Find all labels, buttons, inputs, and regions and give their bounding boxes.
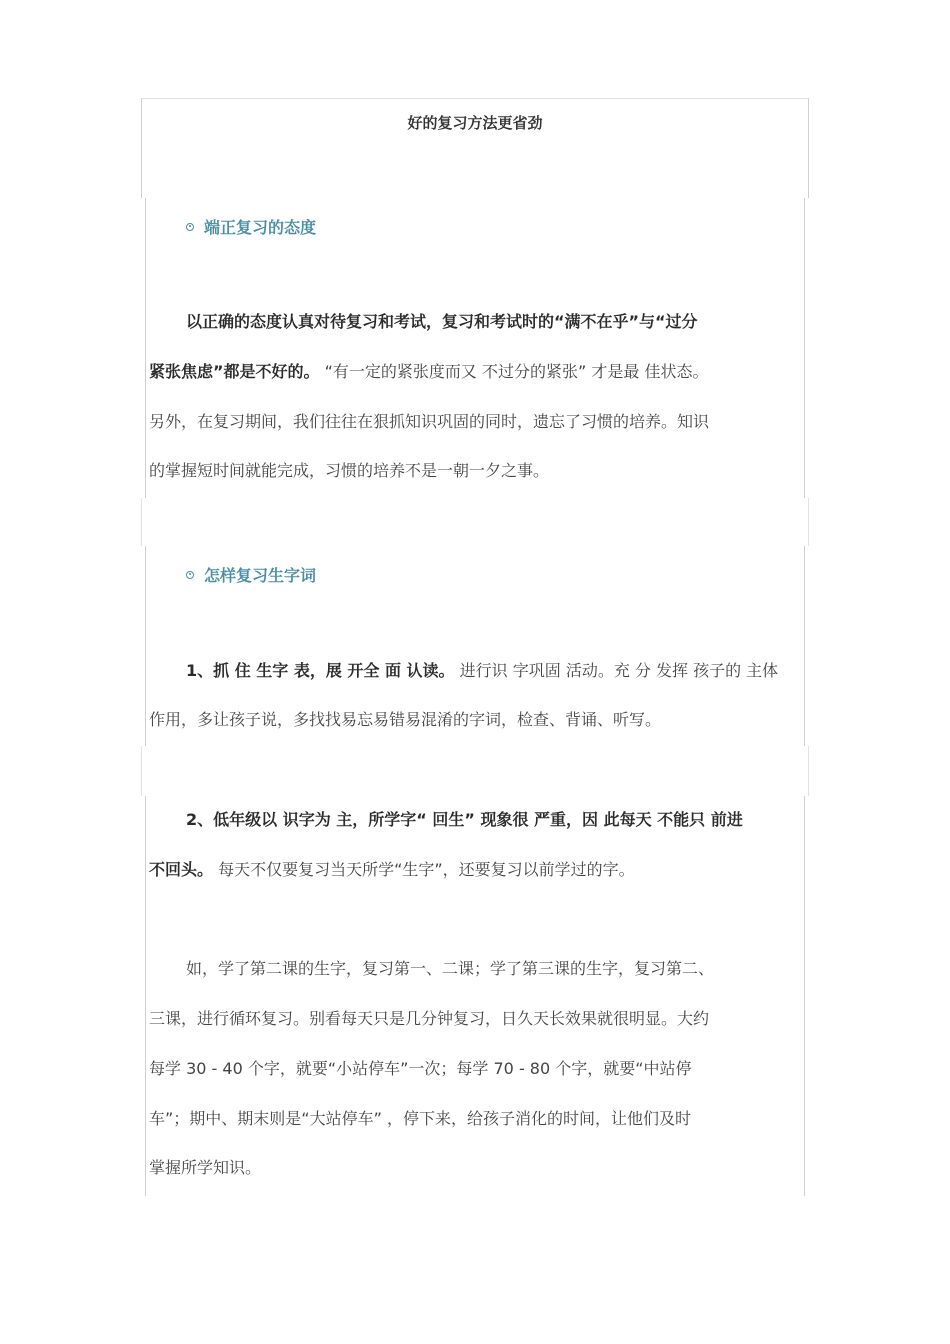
paragraph-line [149,1107,809,1131]
normal-text: 如，学了第二课的生字，复习第一、二课；学了第三课的生字，复习第二、 [186,959,715,978]
normal-text: 另外，在复习期间，我们往往在狠抓知识巩固的同时，遗忘了习惯的培养。知识 [149,412,710,431]
section-heading-label: 端正复习的态度 [204,218,317,237]
bold-text: 1、抓 住 生字 表，展 开全 面 认读。 [186,661,455,680]
normal-text: 每学 30 - 40 个字，就要“小站停车”一次；每学 70 - 80 个字，就要“中站停 [149,1059,692,1078]
paragraph-line [186,310,846,334]
paragraph-line [186,659,846,683]
document-frame-section-1 [145,198,805,498]
paragraph-line [149,360,809,384]
paragraph-line [149,459,809,483]
normal-text: 的掌握短时间就能完成，习惯的培养不是一朝一夕之事。 [149,461,550,480]
section-heading-vocabulary [186,563,316,586]
document-frame-gap-2 [141,746,809,796]
page-title: 好的复习方法更省劲 [407,114,543,132]
normal-text: 进行识 字巩固 活动。充 分 发挥 孩子的 主体 [454,661,779,680]
paragraph-line [149,1156,809,1180]
paragraph-line [149,708,809,732]
document-frame-gap-1 [141,498,809,546]
paragraph-line [149,858,809,882]
document-frame-section-3 [145,796,805,1196]
paragraph-line [149,1007,809,1031]
bold-text: 不回头。 [149,860,214,879]
normal-text: 每天不仅要复习当天所学“生字”，还要复习以前学过的字。 [213,860,635,879]
paragraph-line [149,410,809,434]
paragraph-line [186,957,846,981]
normal-text: “有一定的紧张度而又 不过分的紧张” 才是最 佳状态。 [319,362,709,381]
normal-text: 三课，进行循环复习。别看每天只是几分钟复习，日久天长效果就很明显。大约 [149,1009,710,1028]
normal-text: 作用，多让孩子说，多找找易忘易错易混淆的字词，检查、背诵、听写。 [149,710,662,729]
paragraph-line [149,1057,809,1081]
bold-text: 紧张焦虑”都是不好的。 [149,362,320,381]
section-heading-label: 怎样复习生字词 [204,566,317,585]
circle-bullet-icon [186,223,194,231]
paragraph-line [186,808,846,832]
bold-text: 以正确的态度认真对待复习和考试，复习和考试时的“满不在乎”与“过分 [186,312,698,331]
normal-text: 车”；期中、期末则是“大站停车” ，停下来，给孩子消化的时间，让他们及时 [149,1109,691,1128]
bold-text: 2、低年级以 识字为 主，所学字“ 回生” 现象很 严重，因 此每天 不能只 前进 [186,810,743,829]
circle-bullet-icon [186,571,194,579]
section-heading-attitude [186,215,316,238]
normal-text: 掌握所学知识。 [149,1158,262,1177]
